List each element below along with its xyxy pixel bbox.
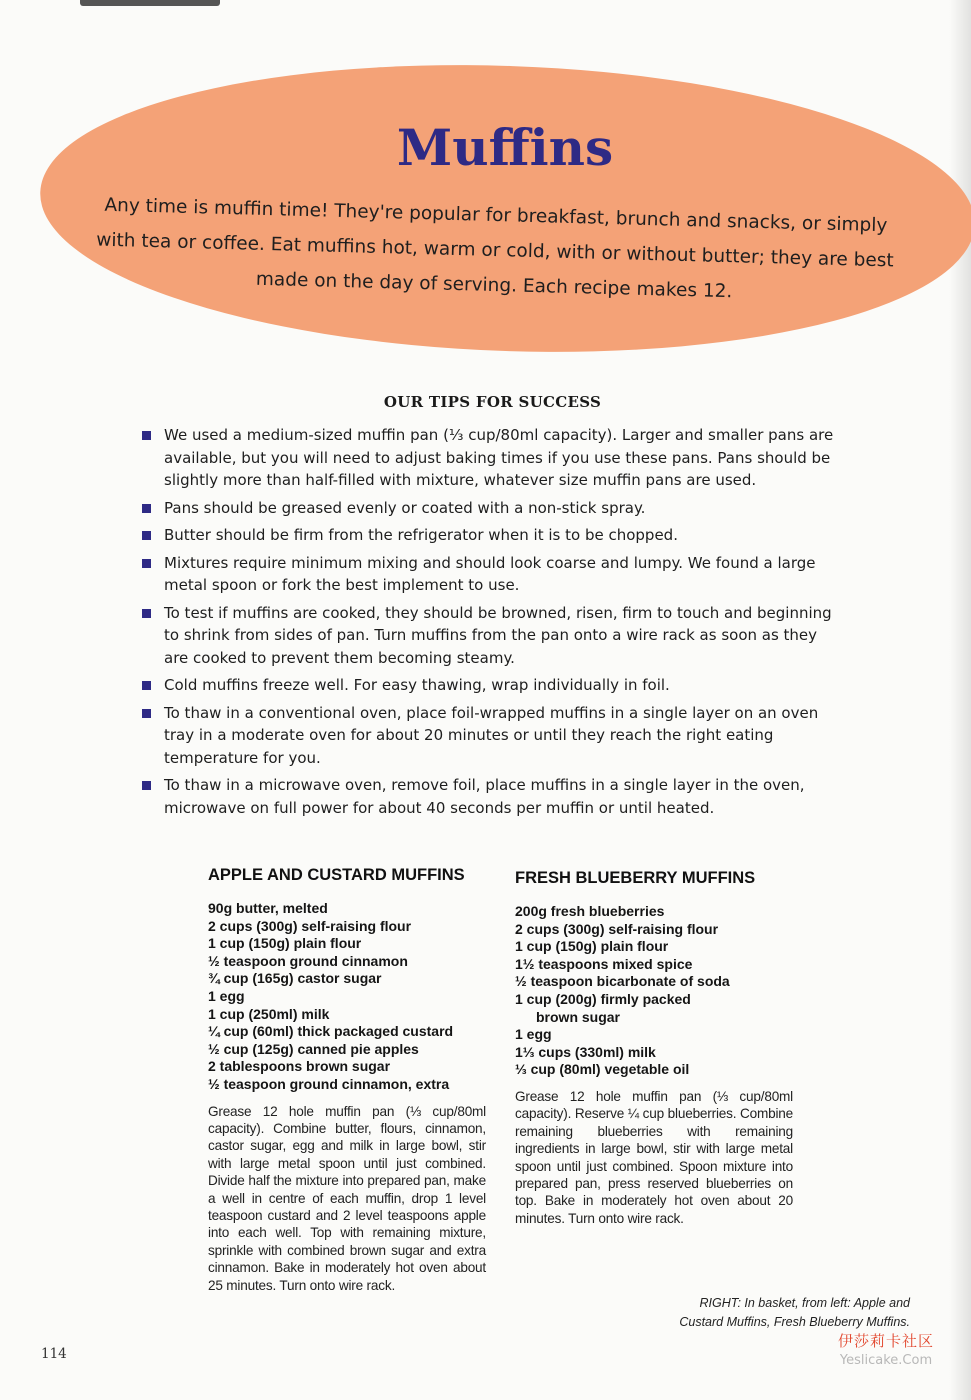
- tip-text: To thaw in a microwave oven, remove foil, place muffins in a single layer in the oven, microwave on full power for about 40 seconds per muffin or until heated.: [164, 776, 805, 817]
- photo-caption: [640, 1294, 910, 1332]
- ingredient-item: 2 cups (300g) self-raising flour: [208, 917, 412, 934]
- recipe-apple-custard: [208, 866, 486, 1294]
- page-number: 114: [41, 1346, 67, 1362]
- ingredient-item: 1 cup (200g) firmly packed: [515, 990, 691, 1007]
- square-bullet-icon: [142, 559, 151, 568]
- square-bullet-icon: [142, 609, 151, 618]
- tip-item: [140, 497, 845, 520]
- ingredient-item: ¾ cup (165g) castor sugar: [208, 970, 382, 987]
- tip-item: [140, 602, 845, 670]
- tip-text: To thaw in a conventional oven, place foil-wrapped muffins in a single layer on an oven tray in a moderate oven for about 20 minutes or until they reach the right eating temperature for you.: [164, 703, 819, 767]
- tip-text: Cold muffins freeze well. For easy thawing, wrap individually in foil.: [164, 676, 670, 694]
- ingredient-item: ½ teaspoon ground cinnamon, extra: [208, 1075, 450, 1092]
- tip-text: Mixtures require minimum mixing and should look coarse and lumpy. We found a large metal spoon or fork the best implement to use.: [164, 553, 816, 594]
- caption-line: Custard Muffins, Fresh Blueberry Muffins.: [679, 1315, 910, 1329]
- square-bullet-icon: [142, 709, 151, 718]
- square-bullet-icon: [142, 781, 151, 790]
- ingredient-item: 1⅓ cups (330ml) milk: [515, 1043, 656, 1060]
- ingredient-item: brown sugar: [536, 1008, 621, 1025]
- tip-text: Pans should be greased evenly or coated with a non-stick spray.: [164, 498, 646, 517]
- recipe-method: Grease 12 hole muffin pan (⅓ cup/80ml capacity). Combine butter, flours, cinnamon, castor sugar, egg and milk in large bowl, stir with large metal spoon until just combined. Divide half the mixture into prepared pan, make a well in centre of each muffin, drop 1 level teaspoon custard and 2 level teaspoons apple into each well. Top with remaining mixture, sprinkle with combined brown sugar and extra cinnamon. Bake in moderately hot oven about 25 minutes. Turn onto wire rack.: [208, 1103, 486, 1293]
- ingredient-item: ¼ cup (60ml) thick packaged custard: [208, 1023, 454, 1040]
- tip-item: [140, 524, 845, 547]
- ingredient-item: ⅓ cup (80ml) vegetable oil: [515, 1061, 690, 1078]
- watermark: [822, 1330, 950, 1368]
- tip-text: To test if muffins are cooked, they should be browned, risen, firm to touch and beginning to shrink from sides of pan. Turn muffins from the pan onto a wire rack as soon as they are cooked to prevent them becoming steamy.: [164, 603, 832, 667]
- tip-item: [140, 702, 845, 770]
- recipe-fresh-blueberry: [515, 869, 793, 1227]
- recipe-title: FRESH BLUEBERRY MUFFINS: [515, 869, 756, 887]
- recipe-title: APPLE AND CUSTARD MUFFINS: [208, 866, 465, 884]
- tip-item: [140, 552, 845, 597]
- ingredient-item: ½ teaspoon bicarbonate of soda: [515, 973, 730, 990]
- tips-list: [140, 424, 845, 824]
- page-title: Muffins: [396, 118, 614, 177]
- square-bullet-icon: [142, 431, 151, 440]
- ingredient-item: 1 cup (250ml) milk: [208, 1005, 330, 1022]
- tip-text: Butter should be firm from the refrigerator when it is to be chopped.: [164, 526, 678, 544]
- ingredient-item: 2 tablespoons brown sugar: [208, 1058, 391, 1075]
- tip-text: We used a medium-sized muffin pan (⅓ cup/80ml capacity). Larger and smaller pans are available, but you will need to adjust baking times if you use these pans. Pans should be slightly more than half-filled with mixture, whatever size muffin pans are used.: [164, 426, 834, 489]
- page-top-shadow: [80, 0, 220, 6]
- ingredient-item: 200g fresh blueberries: [515, 903, 665, 919]
- ingredient-item: ½ cup (125g) canned pie apples: [208, 1040, 419, 1057]
- ingredient-list: [515, 903, 793, 1079]
- tip-item: [140, 774, 845, 819]
- ingredient-item: 90g butter, melted: [208, 900, 328, 916]
- ingredient-item: 1 cup (150g) plain flour: [515, 938, 669, 955]
- ingredient-list: [208, 900, 486, 1094]
- square-bullet-icon: [142, 504, 151, 513]
- square-bullet-icon: [142, 681, 151, 690]
- tip-item: [140, 674, 845, 697]
- square-bullet-icon: [142, 531, 151, 540]
- ingredient-item: ½ teaspoon ground cinnamon: [208, 952, 408, 969]
- watermark-en: Yeslicake.Com: [839, 1353, 933, 1368]
- ingredient-item: 1 egg: [208, 987, 245, 1004]
- ingredient-item: 1½ teaspoons mixed spice: [515, 955, 693, 972]
- caption-line: RIGHT: In basket, from left: Apple and: [699, 1296, 910, 1310]
- ingredient-item: 1 cup (150g) plain flour: [208, 935, 362, 952]
- recipe-method: Grease 12 hole muffin pan (⅓ cup/80ml capacity). Reserve ¼ cup blueberries. Combine remaining blueberries with remaining ingredients in large bowl, stir with large metal spoon until just combined. Spoon mixture into prepared pan, press reserved blueberries on top. Bake in moderately hot oven about 20 minutes. Turn onto wire rack.: [515, 1088, 793, 1226]
- ingredient-item: 2 cups (300g) self-raising flour: [515, 920, 719, 937]
- intro-text: Any time is muffin time! They're popular for breakfast, brunch and snacks, or simply with tea or coffee. Eat muffins hot, warm or cold, with or without butter; they are best made on the day of serving. Each recipe makes 12.: [96, 194, 894, 303]
- tips-heading: OUR TIPS FOR SUCCESS: [383, 393, 602, 411]
- watermark-cn: 伊莎莉卡社区: [837, 1332, 934, 1350]
- tip-item: [140, 424, 845, 492]
- ingredient-item: 1 egg: [515, 1026, 552, 1043]
